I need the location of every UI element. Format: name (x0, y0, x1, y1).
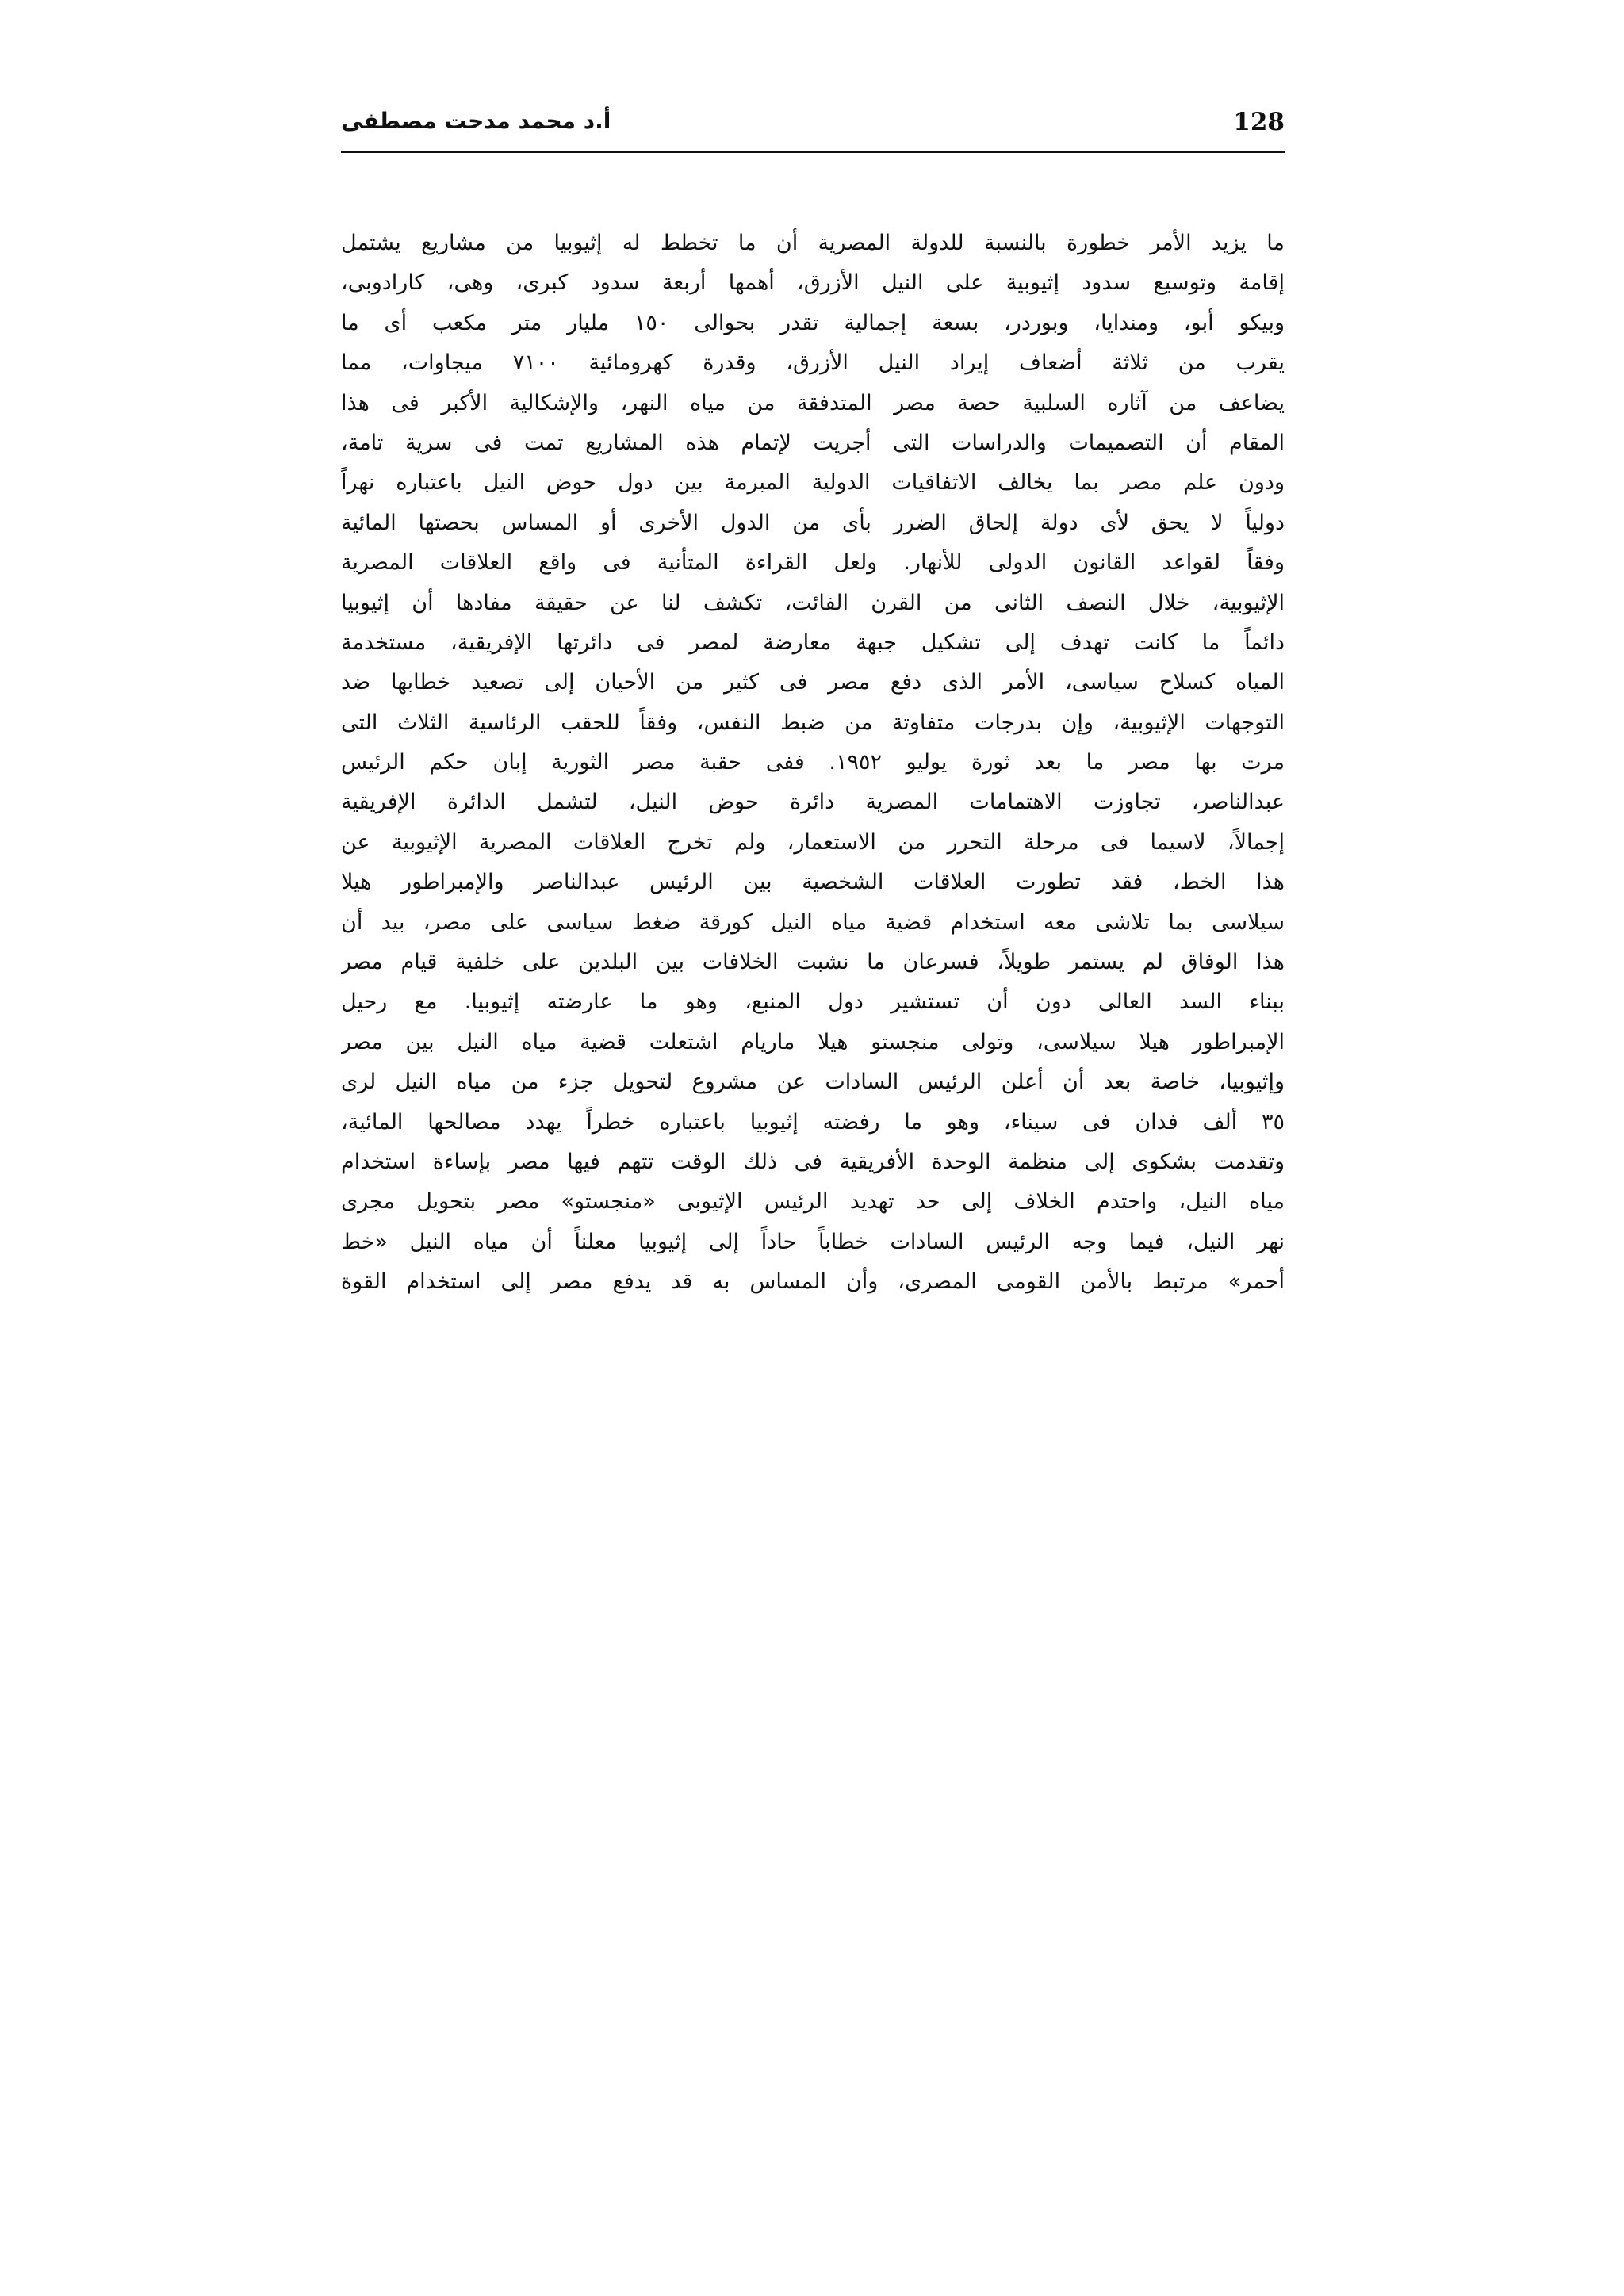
text-line: إجمالاً، لاسيما فى مرحلة التحرر من الاستعمار، ولم تخرج العلاقات المصرية الإثيوبية عن (341, 829, 1285, 855)
text-line: المياه كسلاح سياسى، الأمر الذى دفع مصر فى كثير من الأحيان إلى تصعيد خطابها ضد (341, 670, 1285, 695)
text-line: وتقدمت بشكوى إلى منظمة الوحدة الأفريقية فى ذلك الوقت تتهم فيها مصر بإساءة استخدام (341, 1149, 1285, 1174)
text-line: عبدالناصر، تجاوزت الاهتمامات المصرية دائرة حوض النيل، لتشمل الدائرة الإفريقية (341, 790, 1285, 815)
text-line: هذا الوفاق لم يستمر طويلاً، فسرعان ما نشبت الخلافات بين البلدين على خلفية قيام مصر (341, 950, 1285, 975)
text-line: وبيكو أبو، ومندايا، وبوردر، بسعة إجمالية تقدر بحوالى ١٥٠ مليار متر مكعب أى ما (341, 310, 1285, 335)
text-line: وفقاً لقواعد القانون الدولى للأنهار. ولعل القراءة المتأنية فى واقع العلاقات المصرية (341, 550, 1285, 576)
text-line: دولياً لا يحق لأى دولة إلحاق الضرر بأى من الدول الأخرى أو المساس بحصتها المائية (341, 510, 1285, 535)
text-line: مرت بها مصر ما بعد ثورة يوليو ١٩٥٢. ففى حقبة مصر الثورية إبان حكم الرئيس (341, 750, 1285, 775)
text-line: المقام أن التصميمات والدراسات التى أجريت لإتمام هذه المشاريع تمت فى سرية تامة، (341, 430, 1285, 455)
text-line: يقرب من ثلاثة أضعاف إيراد النيل الأزرق، وقدرة كهرومائية ٧١٠٠ ميجاوات، مما (341, 350, 1285, 376)
running-header (341, 103, 1285, 147)
text-line: وإثيوبيا، خاصة بعد أن أعلن الرئيس السادات عن مشروع لتحويل جزء من مياه النيل لرى (341, 1070, 1285, 1095)
text-line: هذا الخط، فقد تطورت العلاقات الشخصية بين الرئيس عبدالناصر والإمبراطور هيلا (341, 870, 1285, 895)
text-line: إقامة وتوسيع سدود إثيوبية على النيل الأزرق، أهمها أربعة سدود كبرى، وهى، كارادوبى، (341, 270, 1285, 296)
text-line: ما يزيد الأمر خطورة بالنسبة للدولة المصرية أن ما تخطط له إثيوبيا من مشاريع يشتمل (341, 231, 1285, 255)
text-line: مياه النيل، واحتدم الخلاف إلى حد تهديد الرئيس الإثيوبى «منجستو» مصر بتحويل مجرى (341, 1189, 1285, 1215)
text-line: التوجهات الإثيوبية، وإن بدرجات متفاوتة من ضبط النفس، وفقاً للحقب الرئاسية الثلاث التى (341, 710, 1285, 735)
body-paragraph (341, 224, 1285, 1303)
page-number: 128 (1233, 108, 1285, 136)
text-line: سيلاسى بما تلاشى معه استخدام قضية مياه النيل كورقة ضغط سياسى على مصر، بيد أن (341, 909, 1285, 935)
text-line: أحمر» مرتبط بالأمن القومى المصرى، وأن المساس به قد يدفع مصر إلى استخدام القوة (341, 1269, 1285, 1295)
text-line: الإثيوبية، خلال النصف الثانى من القرن الفائت، تكشف لنا عن حقيقة مفادها أن إثيوبيا (341, 590, 1285, 615)
text-line: نهر النيل، فيما وجه الرئيس السادات خطاباً حاداً إلى إثيوبيا معلناً أن مياه النيل «خط (341, 1229, 1285, 1254)
text-line: ببناء السد العالى دون أن تستشير دول المنبع، وهو ما عارضته إثيوبيا. مع رحيل (341, 989, 1285, 1015)
text-line: دائماً ما كانت تهدف إلى تشكيل جبهة معارضة لمصر فى دائرتها الإفريقية، مستخدمة (341, 629, 1285, 655)
header-rule (341, 151, 1285, 153)
text-line: الإمبراطور هيلا سيلاسى، وتولى منجستو هيلا ماريام اشتعلت قضية مياه النيل بين مصر (341, 1029, 1285, 1054)
text-line: يضاعف من آثاره السلبية حصة مصر المتدفقة من مياه النهر، والإشكالية الأكبر فى هذا (341, 390, 1285, 415)
header-author: أ.د محمد مدحت مصطفى (341, 108, 611, 134)
text-line: ٣٥ ألف فدان فى سيناء، وهو ما رفضته إثيوبيا باعتباره خطراً يهدد مصالحها المائية، (341, 1109, 1285, 1135)
text-line: ودون علم مصر بما يخالف الاتفاقيات الدولية المبرمة بين دول حوض النيل باعتباره نهراً (341, 470, 1285, 496)
